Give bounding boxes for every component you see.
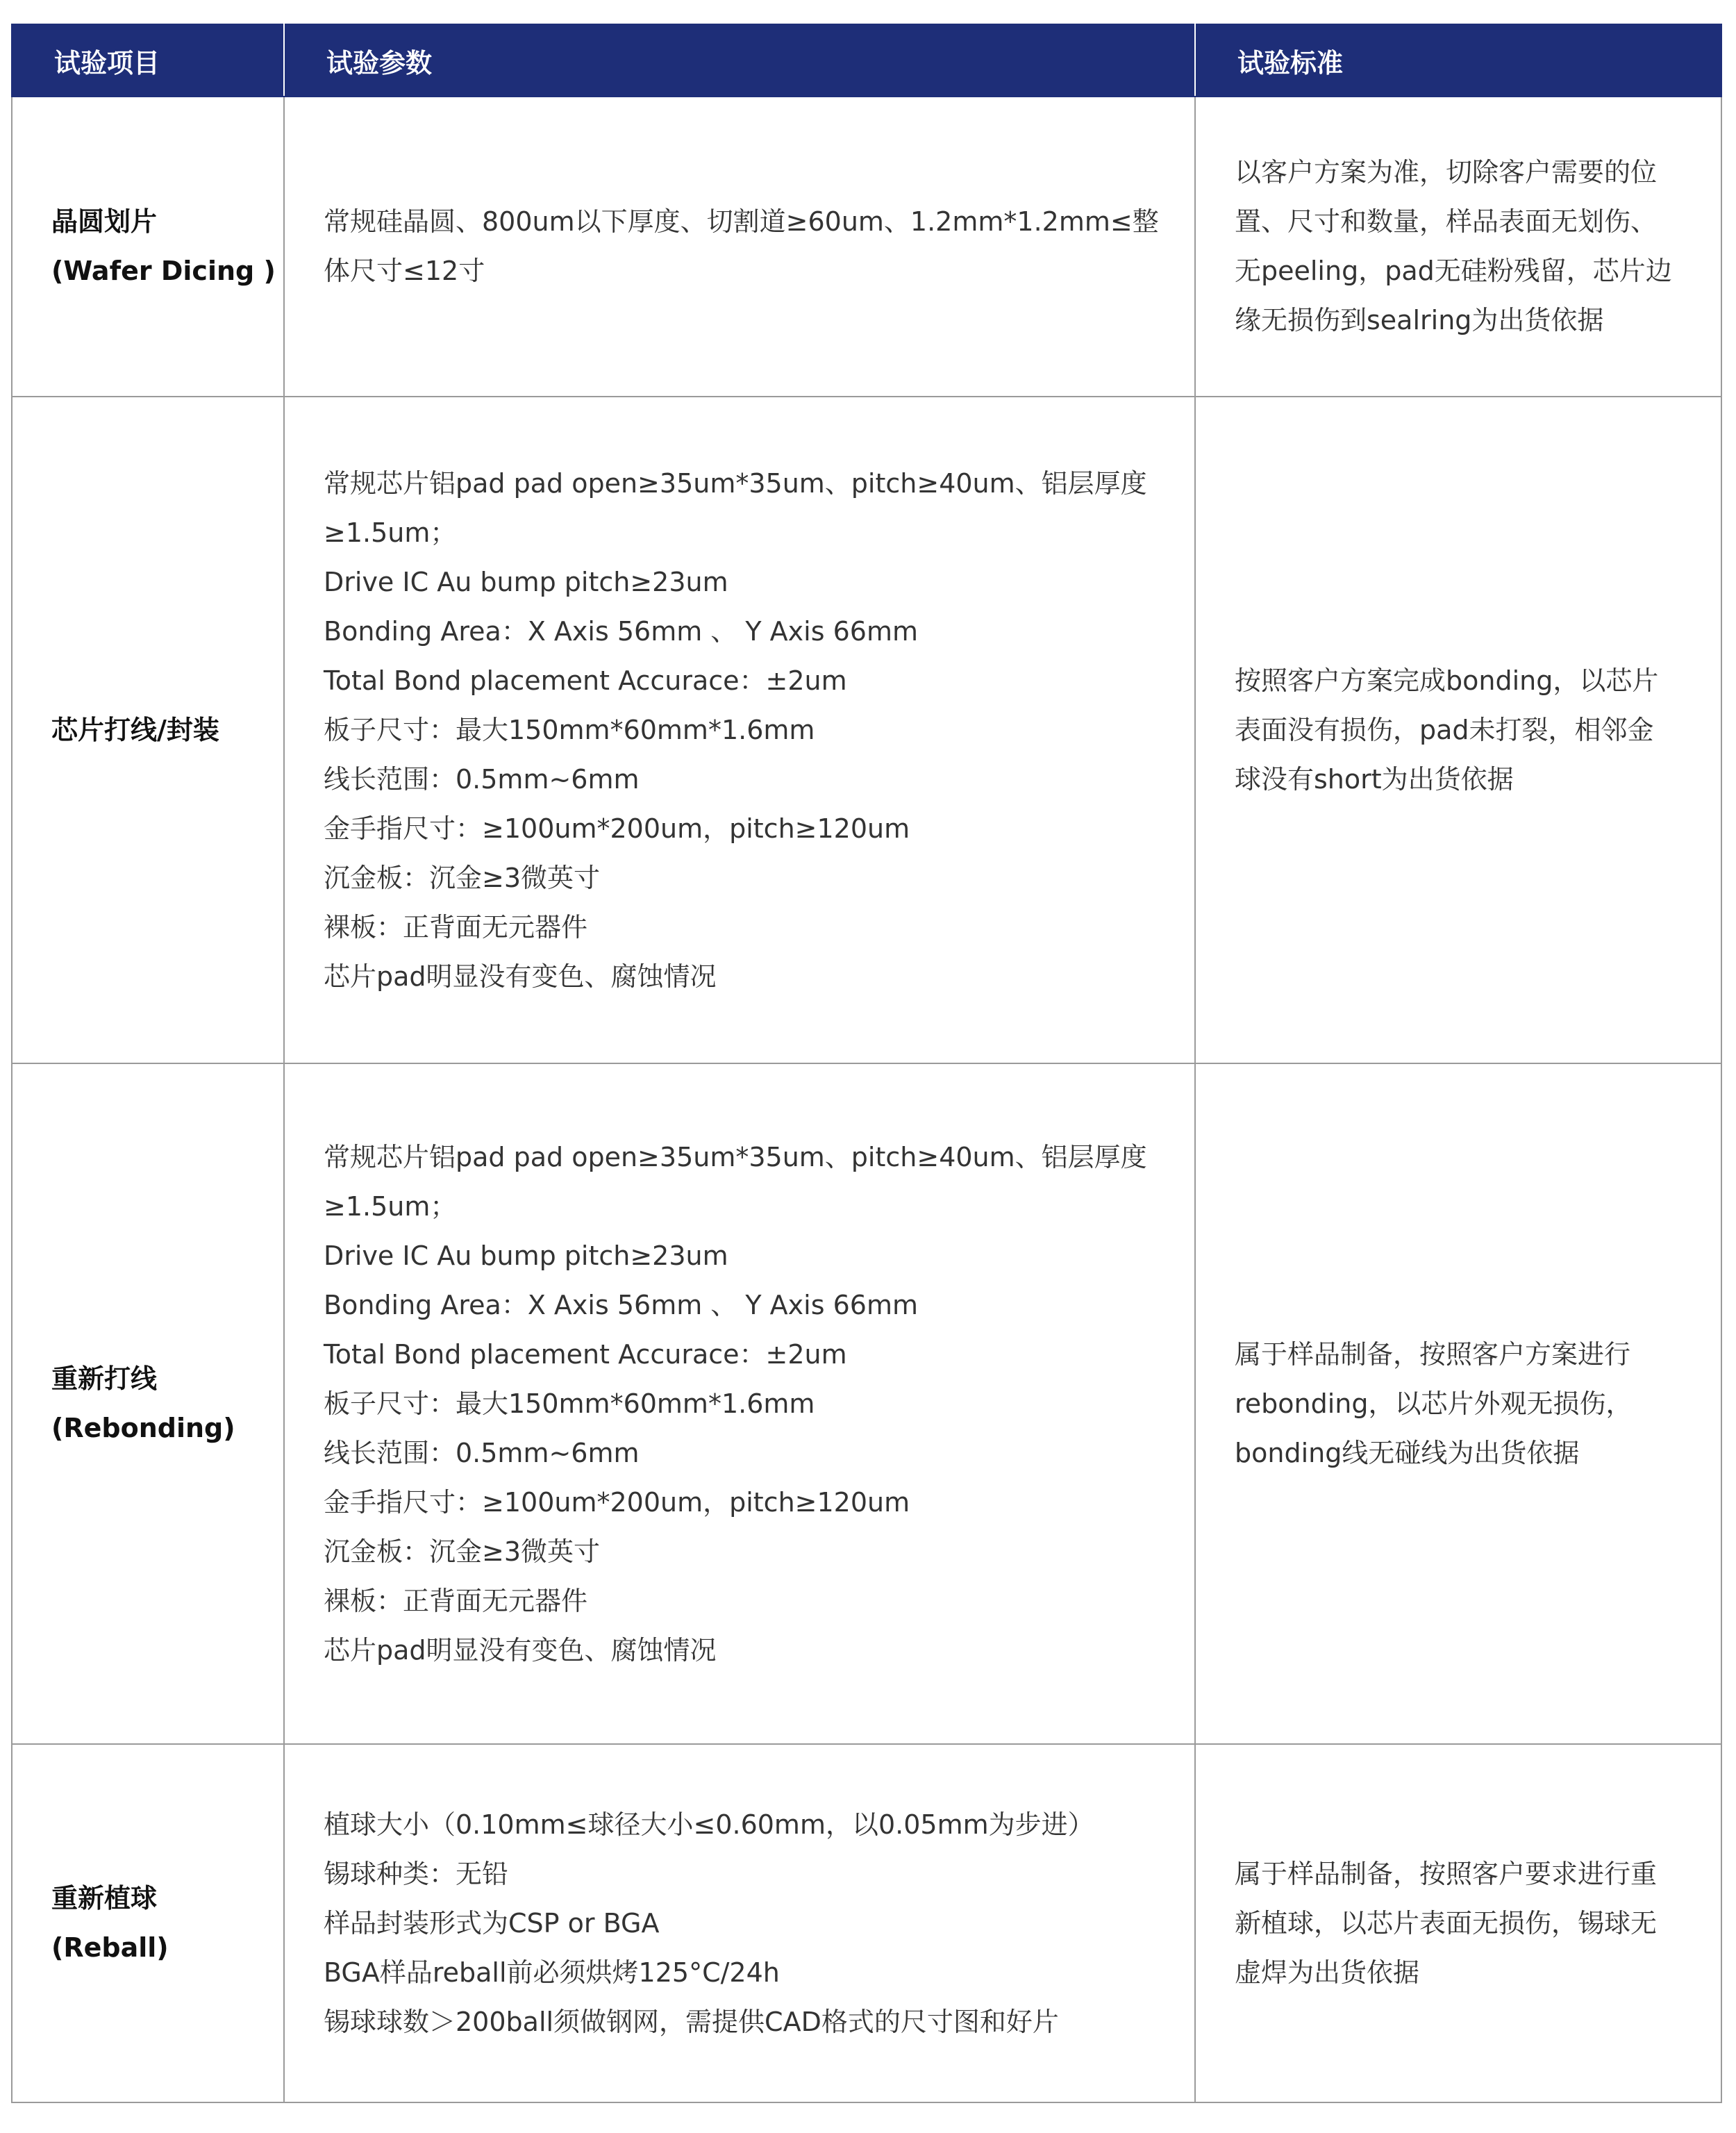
table-row-rebonding xyxy=(12,1063,1721,1744)
header-test-parameters: 试验参数 xyxy=(284,24,1195,97)
param-line: 常规芯片铝pad pad open≥35um*35um、pitch≥40um、铝层厚度 xyxy=(324,1141,1147,1172)
standard-line: 虚焊为出货依据 xyxy=(1235,1957,1420,1988)
param-line: 沉金板：沉金≥3微英寸 xyxy=(324,862,601,893)
standard-line: 属于样品制备，按照客户方案进行 xyxy=(1235,1338,1631,1370)
item-name: 晶圆划片 xyxy=(51,206,158,237)
header-test-standard: 试验标准 xyxy=(1195,24,1721,97)
param-line: 板子尺寸：最大150mm*60mm*1.6mm xyxy=(324,1388,815,1419)
param-line: 常规硅晶圆、800um以下厚度、切割道≥60um、1.2mm*1.2mm≤整 xyxy=(324,206,1159,237)
params-cell xyxy=(284,1063,1195,1744)
standard-line: 新植球，以芯片表面无损伤，锡球无 xyxy=(1235,1907,1658,1939)
item-name: 重新植球 xyxy=(51,1883,158,1914)
params-cell xyxy=(284,397,1195,1063)
standard-cell xyxy=(1195,397,1721,1063)
param-line: Drive IC Au bump pitch≥23um xyxy=(324,566,728,597)
standard-cell xyxy=(1195,97,1721,397)
standard-cell xyxy=(1195,1063,1721,1744)
param-line: 芯片pad明显没有变色、腐蚀情况 xyxy=(324,1634,717,1666)
header-test-item: 试验项目 xyxy=(12,24,284,97)
param-line: Bonding Area：X Axis 56mm 、 Y Axis 66mm xyxy=(324,615,918,647)
param-line: 裸板：正背面无元器件 xyxy=(324,1585,588,1616)
param-line: 裸板：正背面无元器件 xyxy=(324,911,588,943)
param-line: 样品封装形式为CSP or BGA xyxy=(324,1907,660,1939)
table-row-reball xyxy=(12,1744,1721,2102)
standard-line: 按照客户方案完成bonding，以芯片 xyxy=(1235,665,1659,696)
item-cell xyxy=(12,397,284,1063)
table-header-row xyxy=(12,24,1721,97)
param-line: 板子尺寸：最大150mm*60mm*1.6mm xyxy=(324,714,815,745)
standard-cell xyxy=(1195,1744,1721,2102)
item-cell xyxy=(12,1063,284,1744)
param-line: ≥1.5um； xyxy=(324,517,457,548)
param-line: 金手指尺寸：≥100um*200um，pitch≥120um xyxy=(324,1486,910,1518)
param-line: 锡球种类：无铅 xyxy=(324,1858,509,1889)
item-name-en: (Reball) xyxy=(51,1932,169,1963)
param-line: 植球大小（0.10mm≤球径大小≤0.60mm，以0.05mm为步进） xyxy=(324,1809,1094,1840)
table-row-chip-bonding-packaging xyxy=(12,397,1721,1063)
standard-line: 球没有short为出货依据 xyxy=(1235,763,1514,795)
standard-line: rebonding，以芯片外观无损伤， xyxy=(1235,1388,1633,1419)
table-row-wafer-dicing xyxy=(12,97,1721,397)
param-line: 常规芯片铝pad pad open≥35um*35um、pitch≥40um、铝层厚度 xyxy=(324,467,1147,499)
param-line: 线长范围：0.5mm~6mm xyxy=(324,1437,640,1468)
standard-line: bonding线无碰线为出货依据 xyxy=(1235,1437,1580,1468)
param-line: Total Bond placement Accurace：±2um xyxy=(324,665,847,696)
param-line: Bonding Area：X Axis 56mm 、 Y Axis 66mm xyxy=(324,1289,918,1320)
item-name-en: (Wafer Dicing ) xyxy=(51,256,276,286)
item-name: 重新打线 xyxy=(51,1363,158,1394)
item-name: 芯片打线/封装 xyxy=(51,714,219,745)
params-cell xyxy=(284,1744,1195,2102)
standard-line: 无peeling，pad无硅粉残留，芯片边 xyxy=(1235,256,1672,286)
param-line: 锡球球数＞200ball须做钢网，需提供CAD格式的尺寸图和好片 xyxy=(324,2006,1059,2037)
param-line: ≥1.5um； xyxy=(324,1190,457,1222)
param-line: 线长范围：0.5mm~6mm xyxy=(324,763,640,795)
item-cell xyxy=(12,97,284,397)
param-line: 芯片pad明显没有变色、腐蚀情况 xyxy=(324,961,717,992)
param-line: 金手指尺寸：≥100um*200um，pitch≥120um xyxy=(324,813,910,844)
item-name-en: (Rebonding) xyxy=(51,1413,235,1443)
param-line: 体尺寸≤12寸 xyxy=(324,256,485,286)
item-cell xyxy=(12,1744,284,2102)
param-line: BGA样品reball前必须烘烤125°C/24h xyxy=(324,1957,780,1988)
standard-line: 缘无损伤到sealring为出货依据 xyxy=(1235,305,1604,335)
param-line: 沉金板：沉金≥3微英寸 xyxy=(324,1536,601,1567)
standard-line: 以客户方案为准，切除客户需要的位 xyxy=(1235,157,1658,188)
param-line: Drive IC Au bump pitch≥23um xyxy=(324,1240,728,1271)
standard-line: 置、尺寸和数量，样品表面无划伤、 xyxy=(1235,206,1658,237)
standard-line: 表面没有损伤，pad未打裂，相邻金 xyxy=(1235,714,1654,745)
param-line: Total Bond placement Accurace：±2um xyxy=(324,1338,847,1370)
standard-line: 属于样品制备，按照客户要求进行重 xyxy=(1235,1858,1658,1889)
params-cell xyxy=(284,97,1195,397)
test-items-table xyxy=(11,24,1722,2103)
